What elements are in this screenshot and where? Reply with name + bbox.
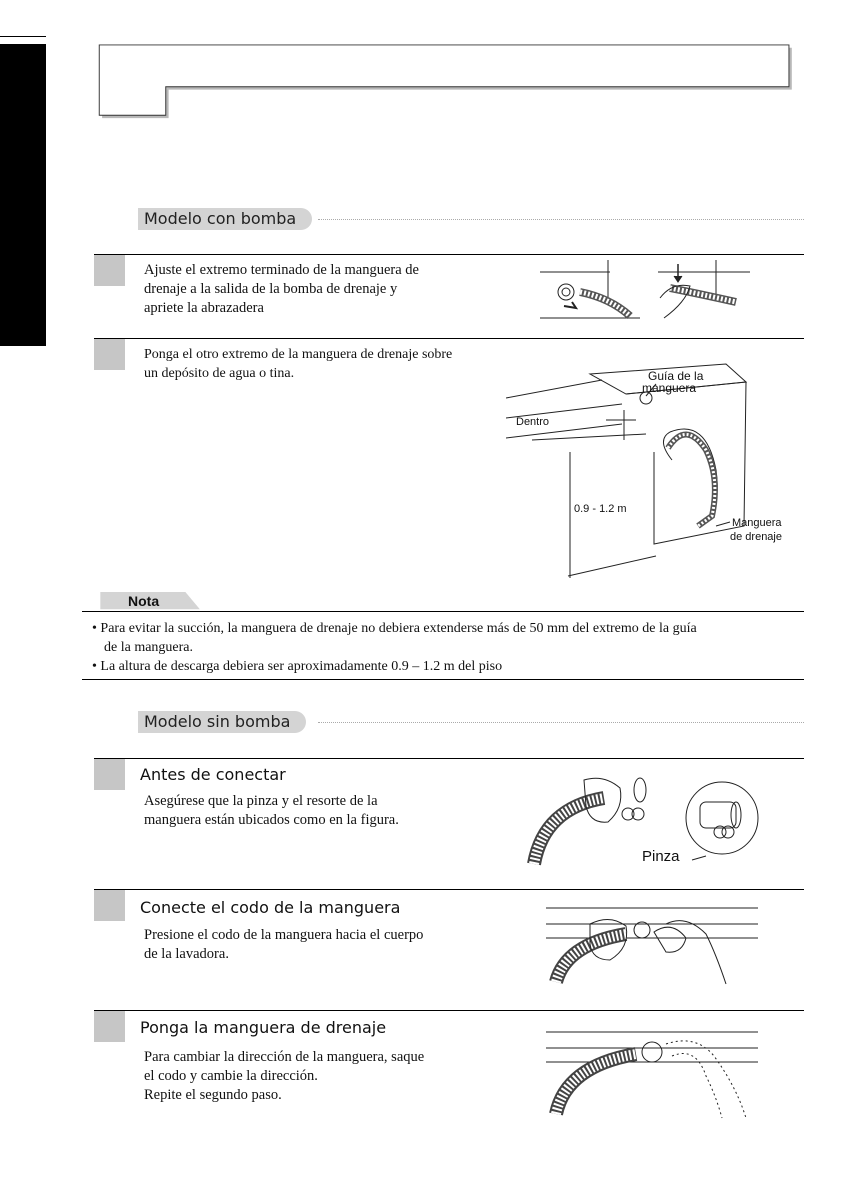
- text-line: Presione el codo de la manguera hacia el cuerpo: [144, 927, 424, 943]
- section-title: Modelo sin bomba: [138, 711, 306, 733]
- text-line: un depósito de agua o tina.: [144, 366, 295, 381]
- step-text: [144, 261, 474, 318]
- label-drain-hose-2: de drenaje: [730, 531, 782, 543]
- change-direction-illustration: [546, 1026, 760, 1122]
- text-line: apriete la abrazadera: [144, 300, 264, 316]
- step-divider: [94, 338, 804, 339]
- text-line: manguera están ubicados como en la figura.: [144, 812, 399, 828]
- text-line: drenaje a la salida de la bomba de drenaje y: [144, 281, 398, 297]
- note-line: • Para evitar la succión, la manguera de drenaje no debiera extenderse más de 50 mm del extremo de la guía: [92, 621, 697, 636]
- title-frame: [82, 44, 810, 120]
- step-divider: [94, 254, 804, 255]
- side-tab-line: [0, 36, 46, 37]
- step-divider: [94, 1010, 804, 1011]
- step-marker: [94, 1011, 125, 1042]
- label-inside: Dentro: [516, 416, 550, 428]
- note-line: • La altura de descarga debiera ser aproximadamente 0.9 – 1.2 m del piso: [92, 659, 503, 674]
- section-header-nopump: [138, 711, 804, 733]
- label-hose-guide-2: manguera: [642, 381, 697, 395]
- section-divider: [318, 722, 804, 723]
- washer-drain-illustration: [506, 360, 796, 585]
- note-text: [92, 619, 804, 676]
- text-line: Asegúrese que la pinza y el resorte de la: [144, 793, 378, 809]
- text-line: Ponga el otro extremo de la manguera de drenaje sobre: [144, 347, 453, 362]
- step-title: Ponga la manguera de drenaje: [140, 1018, 387, 1037]
- text-line: Ajuste el extremo terminado de la manguera de: [144, 262, 419, 278]
- label-clamp: Pinza: [642, 848, 680, 865]
- note-top-rule: [82, 611, 804, 612]
- step-divider: [94, 758, 804, 759]
- section-title: Modelo con bomba: [138, 208, 312, 230]
- step-text: [144, 792, 474, 830]
- text-line: Repite el segundo paso.: [144, 1087, 282, 1103]
- step-title: Conecte el codo de la manguera: [140, 898, 401, 917]
- section-header-pump: [138, 208, 804, 230]
- step-text: [144, 1048, 474, 1105]
- label-drain-hose-1: Manguera: [732, 517, 782, 529]
- section-divider: [318, 219, 804, 220]
- step-text: [144, 926, 474, 964]
- step-marker: [94, 890, 125, 921]
- step-marker: [94, 255, 125, 286]
- clamp-illustration: [524, 768, 764, 872]
- step-marker: [94, 759, 125, 790]
- note-bottom-rule: [82, 679, 804, 680]
- elbow-connect-illustration: [546, 904, 760, 988]
- step-divider: [94, 889, 804, 890]
- text-line: de la lavadora.: [144, 946, 229, 962]
- note-label: Nota: [128, 593, 160, 609]
- label-hose-guide-1: Guía de la: [648, 369, 704, 383]
- text-line: Para cambiar la dirección de la manguera, saque: [144, 1049, 425, 1065]
- step-marker: [94, 339, 125, 370]
- pump-hose-illustration: [540, 258, 760, 328]
- step-title: Antes de conectar: [140, 765, 286, 784]
- label-height: 0.9 - 1.2 m: [574, 503, 627, 515]
- side-tab: [0, 44, 46, 346]
- note-line: de la manguera.: [104, 640, 194, 655]
- text-line: el codo y cambie la dirección.: [144, 1068, 318, 1084]
- step-text: [144, 345, 484, 383]
